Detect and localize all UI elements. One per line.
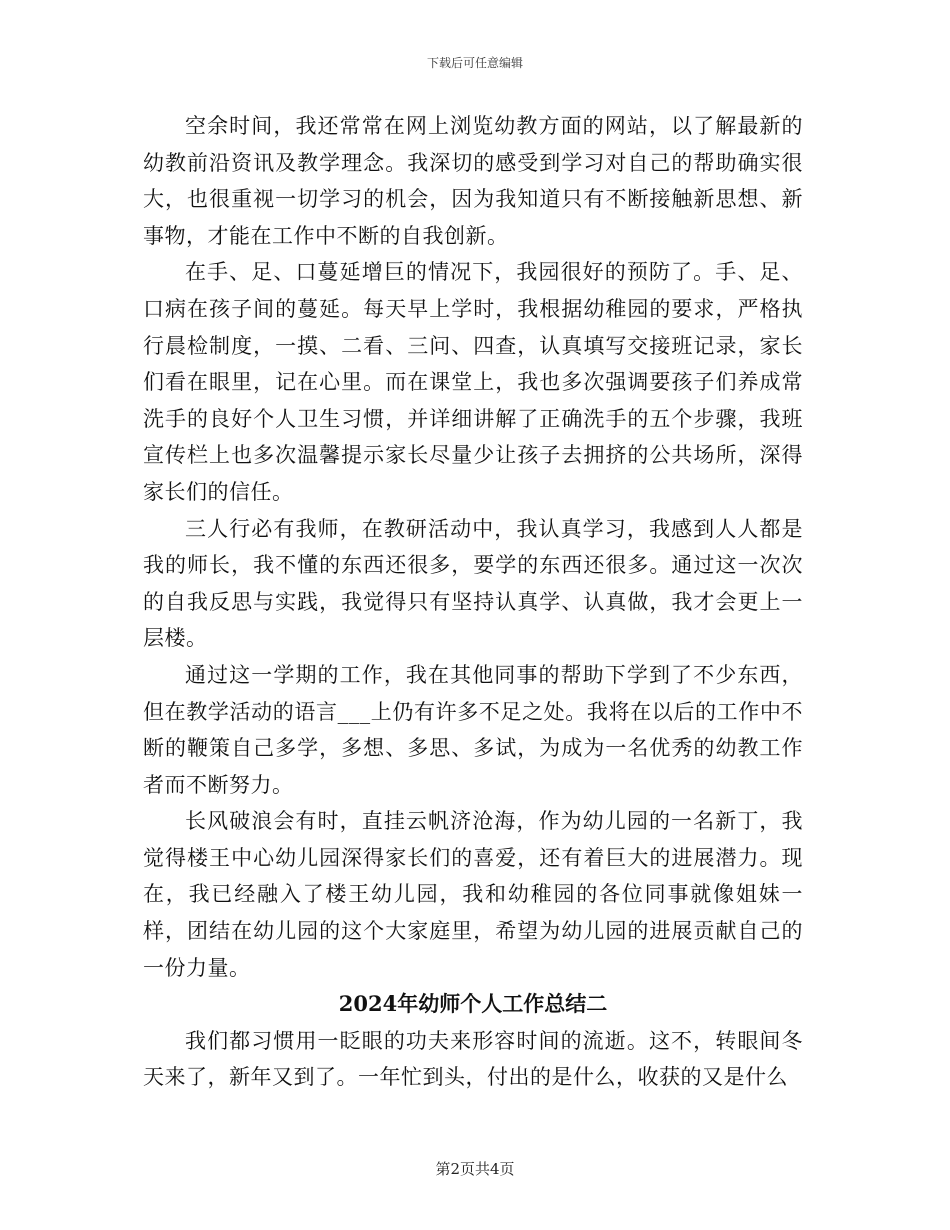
paragraph: 我们都习惯用一眨眼的功夫来形容时间的流逝。这不，转眼间冬天来了，新年又到了。一年忙到头，付出的是什么，收获的又是什么: [143, 1028, 803, 1090]
page-number: 第2页共4页: [435, 1160, 515, 1178]
document-body: [143, 108, 803, 1096]
header-note: 下载后可任意编辑: [426, 56, 523, 70]
paragraph: 在手、足、口蔓延增巨的情况下，我园很好的预防了。手、足、口病在孩子间的蔓延。每天早上学时，我根据幼稚园的要求，严格执行晨检制度，一摸、二看、三问、四查，认真填写交接班记录，家长们看在眼里，记在心里。而在课堂上，我也多次强调要孩子们养成常洗手的良好个人卫生习惯，并详细讲解了正确洗手的五个步骤，我班宣传栏上也多次温馨提示家长尽量少让孩子去拥挤的公共场所，深得家长们的信任。: [143, 260, 803, 504]
paragraph: 长风破浪会有时，直挂云帆济沧海，作为幼儿园的一名新丁，我觉得楼王中心幼儿园深得家长们的喜爱，还有着巨大的进展潜力。现在，我已经融入了楼王幼儿园，我和幼稚园的各位同事就像姐妹一样，团结在幼儿园的这个大家庭里，希望为幼儿园的进展贡献自己的一份力量。: [143, 809, 803, 980]
paragraph: 空余时间，我还常常在网上浏览幼教方面的网站，以了解最新的幼教前沿资讯及教学理念。我深切的感受到学习对自己的帮助确实很大，也很重视一切学习的机会，因为我知道只有不断接触新思想、新事物，才能在工作中不断的自我创新。: [143, 114, 803, 248]
section-title: 2024年幼师个人工作总结二: [338, 991, 608, 1017]
paragraph: 三人行必有我师，在教研活动中，我认真学习，我感到人人都是我的师长，我不懂的东西还很多，要学的东西还很多。通过这一次次的自我反思与实践，我觉得只有坚持认真学、认真做，我才会更上一层楼。: [143, 516, 803, 651]
paragraph: 通过这一学期的工作，我在其他同事的帮助下学到了不少东西，但在教学活动的语言___上仍有许多不足之处。我将在以后的工作中不断的鞭策自己多学，多想、多思、多试，为成为一名优秀的幼教工作者而不断努力。: [143, 662, 803, 797]
